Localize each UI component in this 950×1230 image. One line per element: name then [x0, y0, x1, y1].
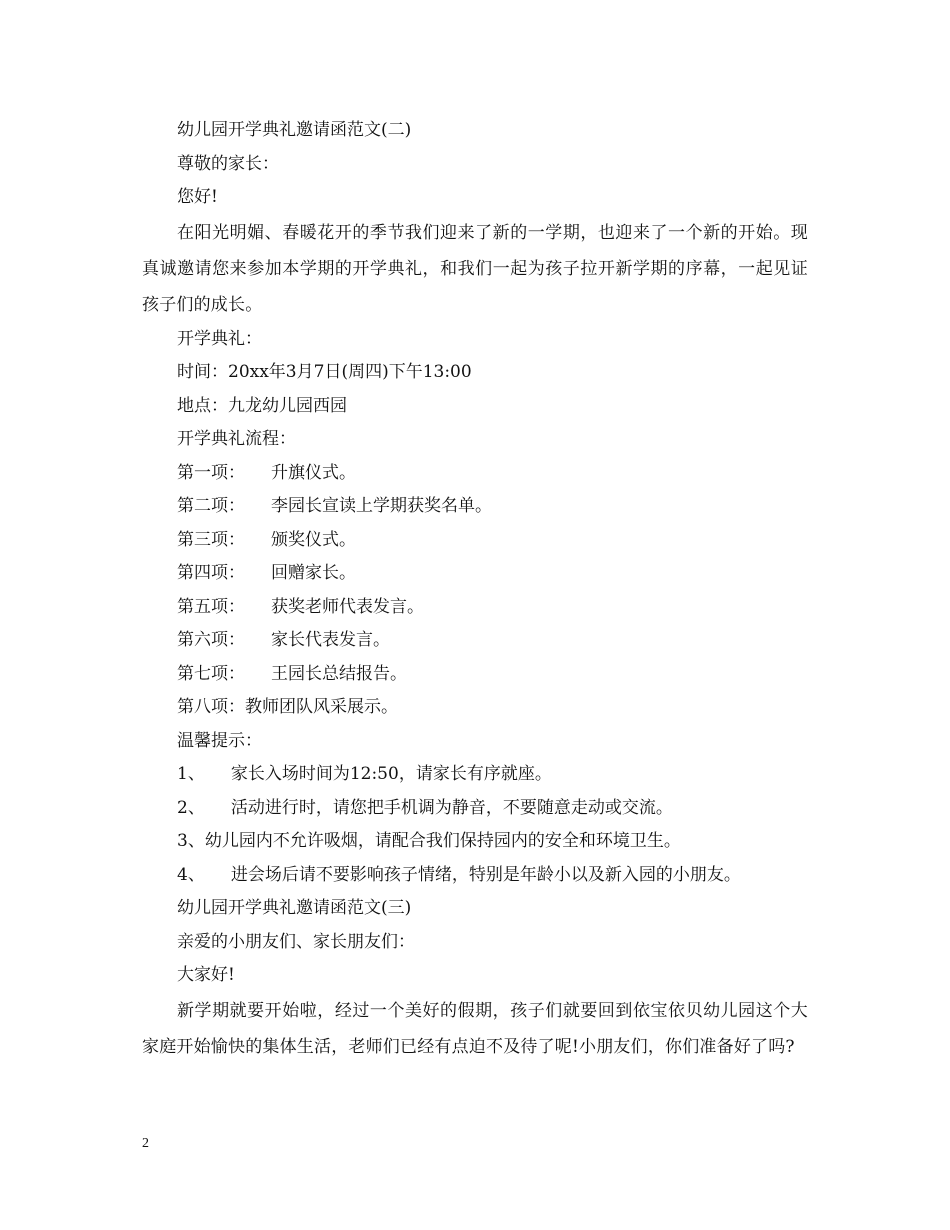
tip-item [142, 758, 808, 792]
tip-item [142, 859, 808, 893]
tip-number: 1、 [177, 764, 205, 784]
salutation: 尊敬的家长： [177, 153, 279, 174]
step-number: 第三项： [177, 529, 245, 550]
intro-paragraph: 新学期就要开始啦，经过一个美好的假期，孩子们就要回到依宝依贝幼儿园这个大家庭开始愉快的集体生活，老师们已经有点迫不及待了呢!小朋友们，你们准备好了吗? [142, 1000, 808, 1057]
step-number: 第七项： [177, 663, 245, 684]
tip-text: 家长入场时间为12:50，请家长有序就座。 [230, 764, 552, 784]
section-title: 幼儿园开学典礼邀请函范文(二) [177, 120, 412, 140]
tips-label: 温馨提示： [177, 730, 262, 751]
process-step [142, 658, 808, 692]
step-number: 第一项： [177, 462, 245, 483]
process-step [142, 591, 808, 625]
process-step [142, 490, 808, 524]
step-text: 李园长宣读上学期获奖名单。 [271, 496, 492, 516]
step-number: 第五项： [177, 596, 245, 617]
event-time: 时间：20xx年3月7日(周四)下午13:00 [177, 362, 472, 382]
section-title: 幼儿园开学典礼邀请函范文(三) [177, 898, 412, 918]
tip-text: 进会场后请不要影响孩子情绪，特别是年龄小以及新入园的小朋友。 [230, 864, 741, 885]
tip-number: 4、 [177, 864, 205, 885]
step-text: 王园长总结报告。 [271, 663, 407, 684]
tip-item [142, 792, 808, 826]
process-step-8: 第八项：教师团队风采展示。 [177, 697, 398, 717]
step-text: 颁奖仪式。 [271, 529, 356, 550]
event-place: 地点：九龙幼儿园西园 [177, 395, 347, 416]
step-text: 获奖老师代表发言。 [271, 596, 424, 617]
step-number: 第二项： [177, 496, 245, 516]
tip-text: 活动进行时，请您把手机调为静音，不要随意走动或交流。 [230, 797, 673, 818]
tip-item-3: 3、幼儿园内不允许吸烟，请配合我们保持园内的安全和环境卫生。 [177, 831, 681, 851]
step-text: 回赠家长。 [271, 563, 356, 583]
salutation: 亲爱的小朋友们、家长朋友们： [177, 931, 415, 952]
step-number: 第四项： [177, 563, 245, 583]
greeting: 您好! [177, 187, 218, 207]
intro-paragraph: 在阳光明媚、春暖花开的季节我们迎来了新的一学期，也迎来了一个新的开始。现真诚邀请您来参加本学期的开学典礼，和我们一起为孩子拉开新学期的序幕，一起见证孩子们的成长。 [142, 222, 808, 315]
tip-number: 2、 [177, 797, 205, 818]
step-number: 第六项： [177, 630, 245, 650]
greeting: 大家好! [177, 965, 235, 985]
process-label: 开学典礼流程： [177, 429, 296, 449]
document-body [142, 114, 808, 1065]
step-text: 升旗仪式。 [271, 462, 356, 483]
process-step [142, 457, 808, 491]
step-text: 家长代表发言。 [271, 630, 390, 650]
process-step [142, 557, 808, 591]
process-step [142, 624, 808, 658]
ceremony-label: 开学典礼： [177, 328, 262, 349]
page-number: 2 [142, 1136, 149, 1151]
process-step [142, 524, 808, 558]
